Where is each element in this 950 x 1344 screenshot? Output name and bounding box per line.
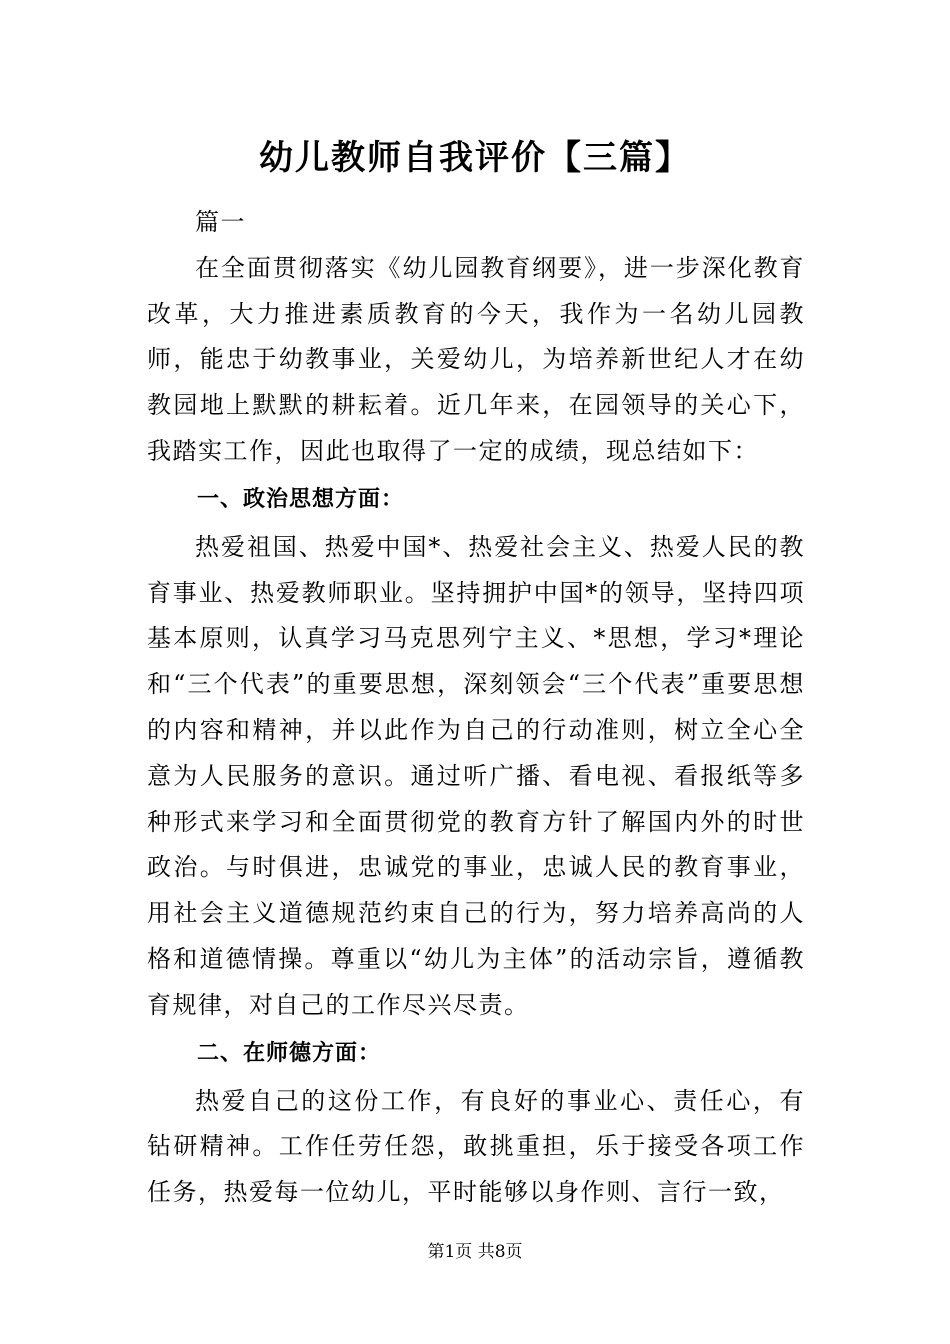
politics-paragraph: 热爱祖国、热爱中国*、热爱社会主义、热爱人民的教育事业、热爱教师职业。坚持拥护中国*的领导，坚持四项基本原则，认真学习马克思列宁主义、*思想，学习*理论和“三个代表”的重要思想，深刻领会“三个代表”重要思想的内容和精神，并以此作为自己的行动准则，树立全心全意为人民服务的意识。通过听广播、看电视、看报纸等多种形式来学习和全面贯彻党的教育方针了解国内外的时世政治。与时俱进，忠诚党的事业，忠诚人民的教育事业，用社会主义道德规范约束自己的行为，努力培养高尚的人格和道德情操。尊重以“幼儿为主体”的活动宗旨，遵循教育规律，对自己的工作尽兴尽责。 [147,532,805,1019]
section-heading-politics: 一、政治思想方面： [197,486,405,512]
page-number: 第1页 [427,1242,473,1262]
page-total: 共8页 [477,1242,523,1262]
section-label: 篇一 [195,208,246,236]
ethics-paragraph: 热爱自己的这份工作，有良好的事业心、责任心，有钻研精神。工作任劳任怨，敢挑重担，乐于接受各项工作任务，热爱每一位幼儿，平时能够以身作则、言行一致， [147,1086,805,1207]
page-title: 幼儿教师自我评价【三篇】 [259,138,691,178]
document-body [147,200,805,1216]
page-footer [0,1240,950,1264]
intro-paragraph: 在全面贯彻落实《幼儿园教育纲要》，进一步深化教育改革，大力推进素质教育的今天，我作为一名幼儿园教师，能忠于幼教事业，关爱幼儿，为培养新世纪人才在幼教园地上默默的耕耘着。近几年来，在园领导的关心下，我踏实工作，因此也取得了一定的成绩，现总结如下： [147,253,805,465]
section-heading-ethics: 二、在师德方面： [197,1040,382,1066]
